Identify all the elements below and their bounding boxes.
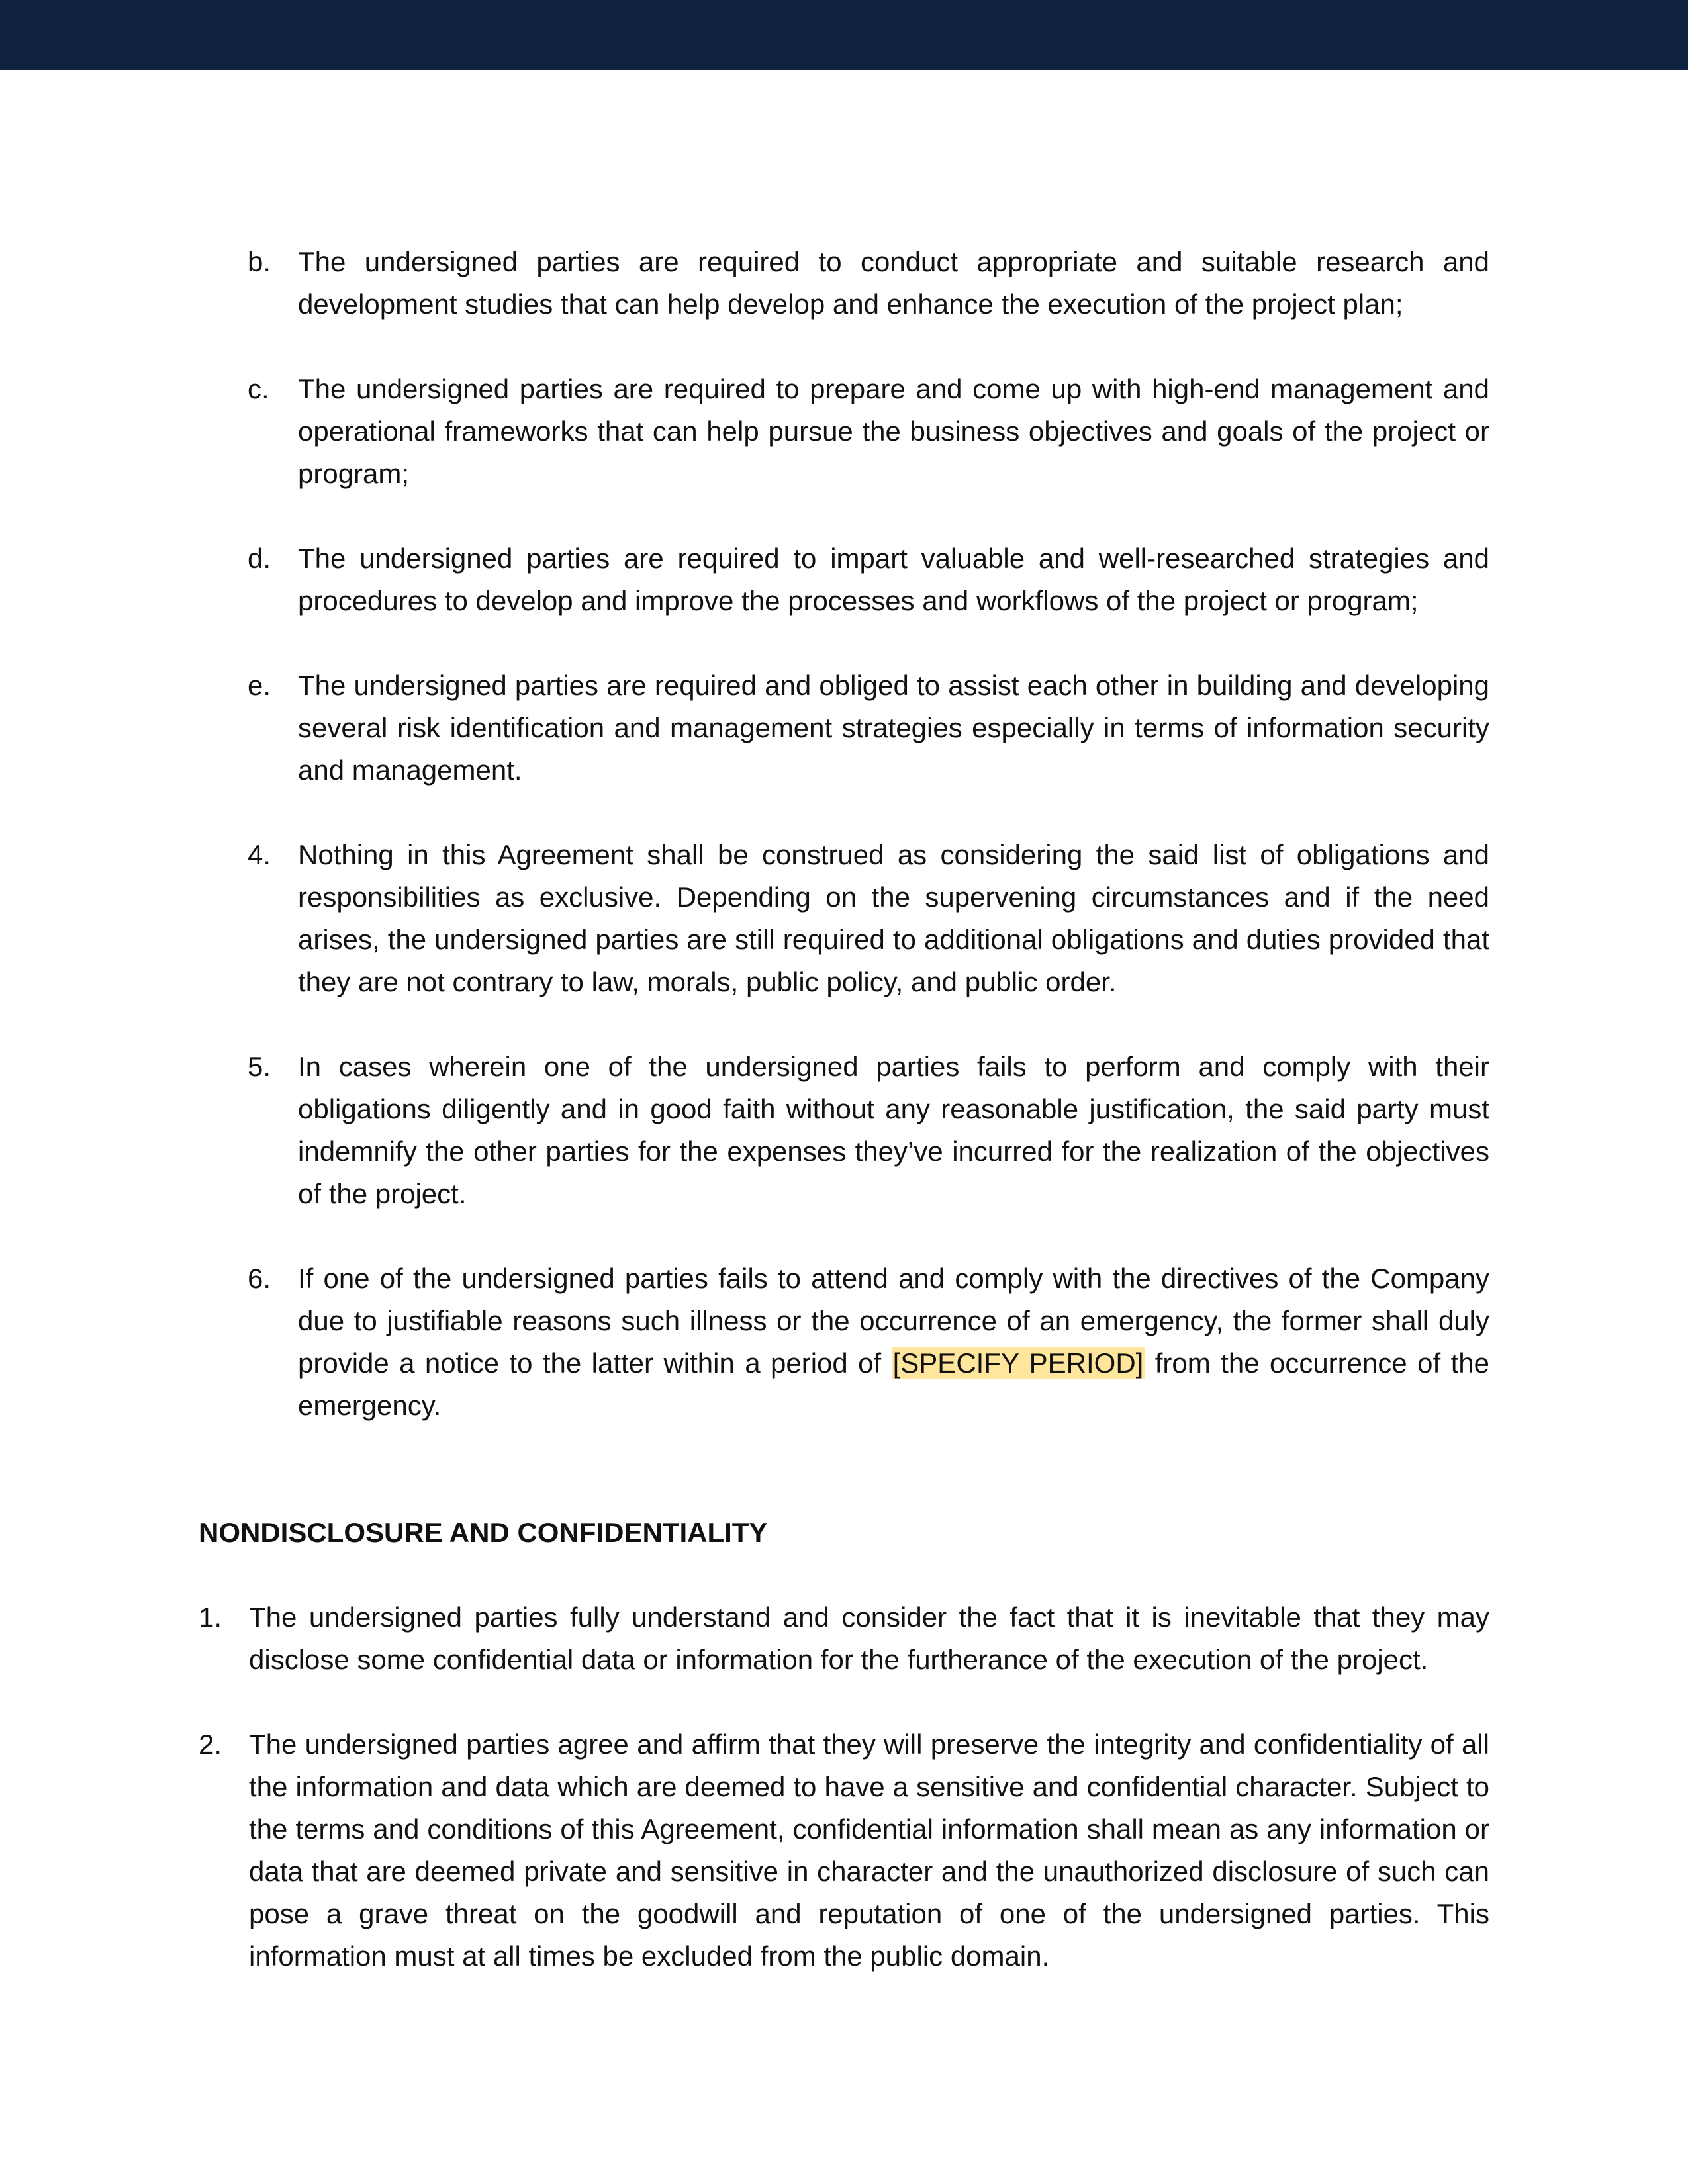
list-marker: 5. [248, 1051, 271, 1082]
list-item-text: The undersigned parties are required to conduct appropriate and suitable research and development studies that can help develop and enhance the execution of the project plan; [298, 246, 1489, 320]
list-item-6 [199, 1257, 1489, 1427]
list-item-text: Nothing in this Agreement shall be construed as considering the said list of obligations and responsibilities as exclusive. Depending on the supervening circumstances and if the need arises, the undersigned parties are still required to additional obligations and duties provided that they are not contrary to law, morals, public policy, and public order. [298, 839, 1489, 997]
list-item-4 [199, 834, 1489, 1003]
list-item-1 [199, 1596, 1489, 1681]
list-marker: c. [248, 373, 269, 404]
list-item-d [199, 537, 1489, 622]
list-item-text: The undersigned parties are required to prepare and come up with high-end management and operational frameworks that can help pursue the business objectives and goals of the project or program; [298, 373, 1489, 489]
document-body [199, 241, 1489, 2020]
list-item-text: The undersigned parties are required and obliged to assist each other in building and developing several risk identification and management strategies especially in terms of information security and management. [298, 670, 1489, 786]
section-heading: NONDISCLOSURE AND CONFIDENTIALITY [199, 1517, 768, 1548]
text-after-placeholder: from the occurrence of the emergency. [298, 1347, 1489, 1421]
list-marker: 2. [199, 1729, 222, 1760]
placeholder-highlight[interactable]: [SPECIFY PERIOD] [892, 1347, 1144, 1379]
header-bar [0, 0, 1688, 70]
text-before-placeholder: If one of the undersigned parties fails to attend and comply with the directives of the Company due to justifiable reasons such illness or the occurrence of an emergency, the former shall duly provide a notice to the latter within a period of [298, 1263, 1489, 1379]
list-marker: e. [248, 670, 271, 701]
list-item-text [298, 1257, 1489, 1427]
list-marker: 6. [248, 1263, 271, 1294]
list-item-text: The undersigned parties fully understand and consider the fact that it is inevitable that they may disclose some confidential data or information for the furtherance of the execution of the project. [249, 1602, 1489, 1675]
list-marker: 1. [199, 1602, 222, 1633]
list-marker: d. [248, 543, 271, 574]
list-item-e [199, 664, 1489, 792]
list-item-c [199, 368, 1489, 495]
list-item-text: The undersigned parties are required to impart valuable and well-researched strategies and procedures to develop and improve the processes and workflows of the project or program; [298, 543, 1489, 616]
list-item-text: The undersigned parties agree and affirm that they will preserve the integrity and confidentiality of all the information and data which are deemed to have a sensitive and confidential character. Subject to the terms and conditions of this Agreement, confidential information shall mean as any information or data that are deemed private and sensitive in character and the unauthorized disclosure of such can pose a grave threat on the goodwill and reputation of one of the undersigned parties. This information must at all times be excluded from the public domain. [249, 1729, 1489, 1972]
list-item-5 [199, 1046, 1489, 1215]
list-marker: 4. [248, 839, 271, 870]
list-item-text: In cases wherein one of the undersigned parties fails to perform and comply with their obligations diligently and in good faith without any reasonable justification, the said party must indemnify the other parties for the expenses they’ve incurred for the realization of the objectives of the project. [298, 1051, 1489, 1209]
list-item-2 [199, 1723, 1489, 1978]
list-item-b [199, 241, 1489, 326]
list-marker: b. [248, 246, 271, 277]
